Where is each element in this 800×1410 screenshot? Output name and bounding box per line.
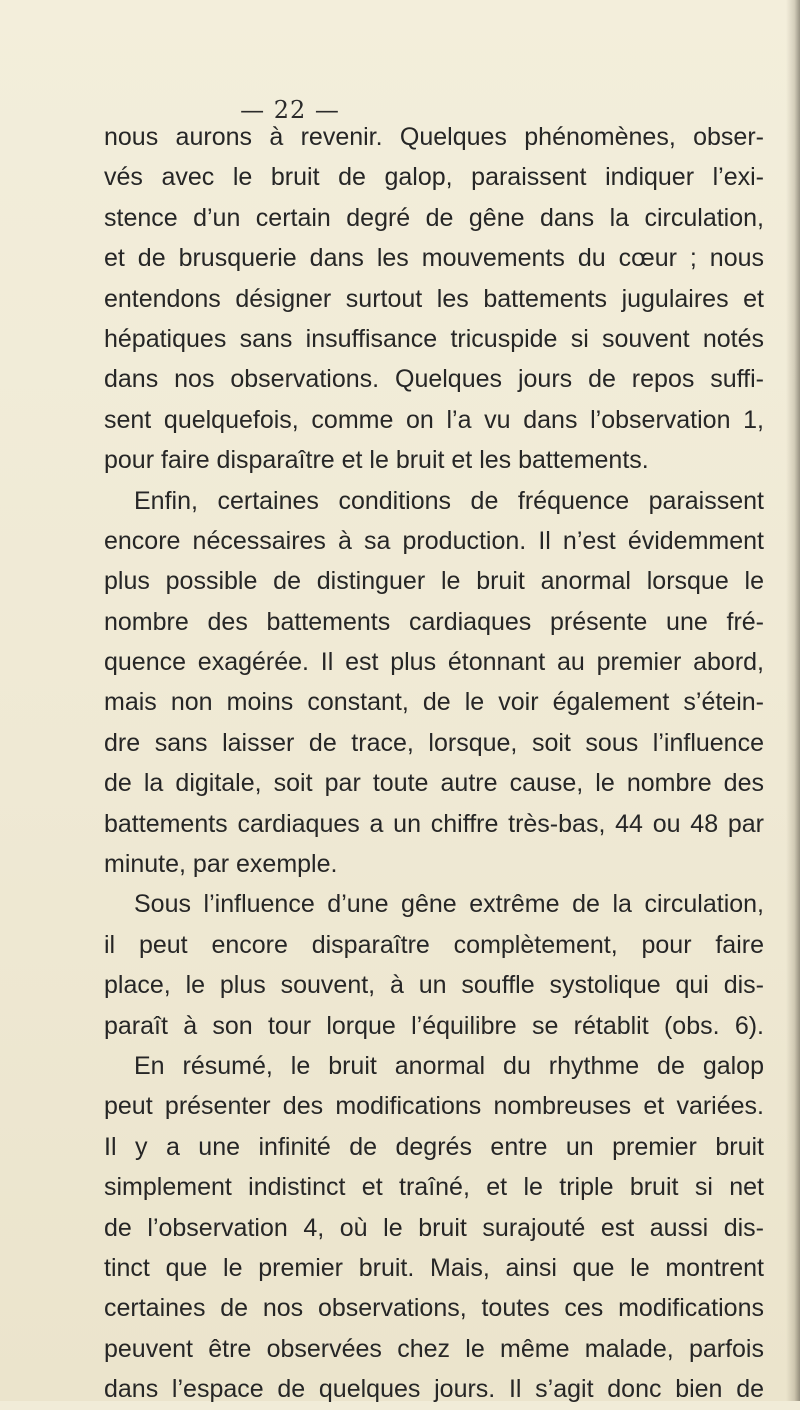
body-text [104, 117, 764, 1410]
text-line: encore nécessaires à sa production. Il n’est évidemment [104, 526, 764, 555]
text-line: hépatiques sans insuffisance tricuspide si souvent notés [104, 324, 764, 353]
text-line: Il y a une infinité de degrés entre un premier bruit [104, 1132, 764, 1161]
text-line: Enfin, certaines conditions de fréquence paraissent [134, 486, 764, 515]
text-line: nombre des battements cardiaques présente une fré- [104, 607, 764, 636]
text-line: Sous l’influence d’une gêne extrême de la circulation, [134, 890, 764, 919]
text-line: dans nos observations. Quelques jours de repos suffi- [104, 365, 764, 394]
text-line: entendons désigner surtout les battements jugulaires et [104, 284, 764, 313]
text-line: stence d’un certain degré de gêne dans la circulation, [104, 203, 764, 232]
text-line: dre sans laisser de trace, lorsque, soit sous l’influence [104, 728, 764, 757]
text-line: vés avec le bruit de galop, paraissent indiquer l’exi- [104, 163, 764, 192]
text-line: minute, par exemple. [104, 850, 338, 879]
page-number: — 22 — [240, 96, 340, 124]
text-line: nous aurons à revenir. Quelques phénomènes, obser- [104, 123, 764, 151]
text-line: de l’observation 4, où le bruit surajouté est aussi dis- [104, 1213, 764, 1242]
text-line: et de brusquerie dans les mouvements du cœur ; nous [104, 244, 764, 273]
text-line: sent quelquefois, comme on l’a vu dans l’observation 1, [104, 405, 764, 434]
text-line: pour faire disparaître et le bruit et les battements. [104, 446, 649, 475]
text-line: tinct que le premier bruit. Mais, ainsi que le montrent [104, 1253, 764, 1282]
text-line: paraît à son tour lorque l’équilibre se rétablit (obs. 6). [104, 1011, 764, 1040]
text-line: peut présenter des modifications nombreuses et variées. [104, 1092, 764, 1121]
text-line: certaines de nos observations, toutes ces modifications [104, 1294, 764, 1323]
text-line: de la digitale, soit par toute autre cause, le nombre des [104, 769, 764, 798]
text-line: peuvent être observées chez le même malade, parfois [104, 1334, 764, 1363]
text-line: plus possible de distinguer le bruit anormal lorsque le [104, 567, 764, 596]
text-line: simplement indistinct et traîné, et le triple bruit si net [104, 1173, 764, 1202]
page-edge-shadow [786, 0, 800, 1401]
text-line: quence exagérée. Il est plus étonnant au premier abord, [104, 648, 764, 677]
text-line: place, le plus souvent, à un souffle systolique qui dis- [104, 971, 764, 1000]
text-line: En résumé, le bruit anormal du rhythme de galop [134, 1051, 764, 1080]
text-line: il peut encore disparaître complètement, pour faire [104, 930, 764, 959]
text-line: mais non moins constant, de le voir également s’étein- [104, 688, 764, 717]
text-line: dans l’espace de quelques jours. Il s’agit donc bien de [104, 1375, 764, 1404]
text-line: battements cardiaques a un chiffre très-bas, 44 ou 48 par [104, 809, 764, 838]
